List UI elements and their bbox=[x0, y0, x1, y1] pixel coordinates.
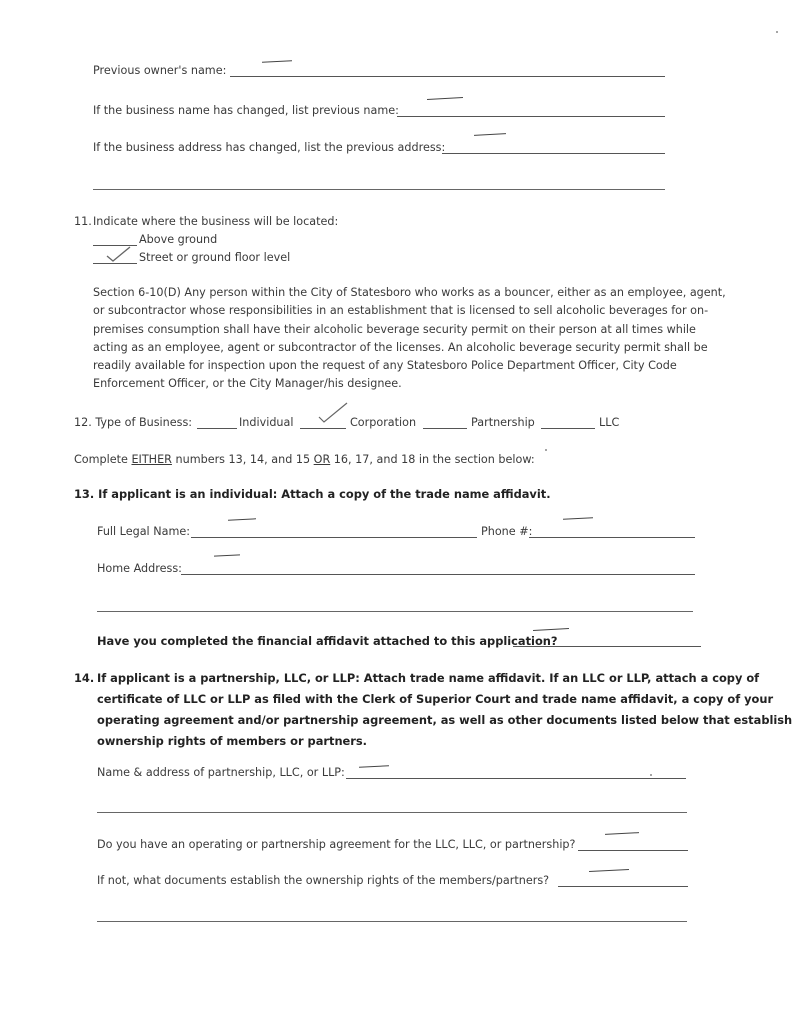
dash-mark bbox=[533, 628, 569, 631]
previous-address-label: If the business address has changed, list the previous address: bbox=[93, 141, 446, 154]
scan-speck bbox=[650, 774, 652, 776]
previous-name-field[interactable] bbox=[397, 116, 665, 117]
financial-affidavit-field[interactable] bbox=[513, 646, 701, 647]
home-address-line-2[interactable] bbox=[97, 611, 693, 612]
agreement-field[interactable] bbox=[578, 850, 688, 851]
q14-heading-line: If applicant is a partnership, LLC, or LLP: Attach trade name affidavit. If an LLC or LLP, attach a copy of bbox=[97, 671, 760, 685]
q14-number: 14. bbox=[74, 671, 95, 685]
q14-heading bbox=[97, 668, 792, 752]
paragraph-line: Section 6-10(D) Any person within the City of Statesboro who works as a bouncer, either as an employee, agent, bbox=[93, 286, 726, 299]
dash-mark bbox=[214, 554, 240, 556]
dash-mark bbox=[228, 518, 256, 520]
paragraph-line: premises consumption shall have their alcoholic beverage security permit on their person at all times while bbox=[93, 322, 696, 336]
previous-address-line-2[interactable] bbox=[93, 189, 665, 190]
paragraph-line: readily available for inspection upon the request of any Statesboro Police Department Officer, City Code bbox=[93, 359, 677, 373]
paragraph-line: acting as an employee, agent or subcontractor of the licenses. An alcoholic beverage security permit shall be bbox=[93, 340, 708, 354]
phone-field[interactable] bbox=[529, 537, 695, 538]
name-address-line-2[interactable] bbox=[97, 812, 687, 813]
either-emphasis: EITHER bbox=[131, 453, 172, 466]
instruction-text: 16, 17, and 18 in the section below: bbox=[330, 453, 535, 466]
paragraph-line: or subcontractor whose responsibilities in an establishment that is licensed to sell alcoholic beverages for on- bbox=[93, 304, 709, 318]
checkmark-icon bbox=[104, 244, 134, 264]
phone-label: Phone #: bbox=[481, 525, 533, 538]
q14-heading-line: certificate of LLC or LLP as filed with the Clerk of Superior Court and trade name affidavit, a copy of your bbox=[97, 692, 774, 706]
home-address-label: Home Address: bbox=[97, 562, 182, 575]
corporation-option: Corporation bbox=[350, 416, 417, 429]
home-address-field[interactable] bbox=[181, 574, 695, 575]
q14-heading-line: ownership rights of members or partners. bbox=[97, 734, 368, 748]
dash-mark bbox=[359, 765, 389, 768]
full-legal-name-field[interactable] bbox=[191, 537, 477, 538]
name-address-label: Name & address of partnership, LLC, or LLP: bbox=[97, 766, 345, 779]
dash-mark bbox=[474, 133, 506, 136]
scan-speck bbox=[776, 31, 778, 33]
documents-line-2[interactable] bbox=[97, 921, 687, 922]
paragraph-line: Enforcement Officer, or the City Manager/his designee. bbox=[93, 377, 402, 391]
corporation-blank[interactable] bbox=[300, 428, 346, 429]
previous-owner-label: Previous owner's name: bbox=[93, 64, 227, 77]
dash-mark bbox=[589, 869, 629, 872]
scan-speck bbox=[545, 449, 547, 451]
agreement-question: Do you have an operating or partnership agreement for the LLC, LLC, or partnership? bbox=[97, 838, 576, 851]
q11-number: 11. bbox=[74, 215, 92, 228]
instruction-text: numbers 13, 14, and 15 bbox=[171, 453, 314, 466]
instruction-text: Complete bbox=[74, 453, 132, 466]
q14-heading-line: operating agreement and/or partnership agreement, as well as other documents listed below that establish bbox=[97, 713, 793, 727]
llc-option: LLC bbox=[599, 416, 620, 429]
individual-blank[interactable] bbox=[197, 428, 237, 429]
q11-question: Indicate where the business will be located: bbox=[93, 215, 339, 228]
dash-mark bbox=[605, 832, 639, 835]
street-level-option: Street or ground floor level bbox=[139, 251, 291, 264]
previous-address-field[interactable] bbox=[442, 153, 665, 154]
llc-blank[interactable] bbox=[541, 428, 595, 429]
individual-option: Individual bbox=[239, 416, 294, 429]
documents-field[interactable] bbox=[558, 886, 688, 887]
checkmark-icon bbox=[316, 401, 350, 425]
previous-owner-field[interactable] bbox=[230, 76, 665, 77]
q13-heading: 13. If applicant is an individual: Attach a copy of the trade name affidavit. bbox=[74, 487, 551, 501]
dash-mark bbox=[427, 97, 463, 100]
q12-label: 12. Type of Business: bbox=[74, 416, 193, 429]
partnership-blank[interactable] bbox=[423, 428, 467, 429]
dash-mark bbox=[563, 517, 593, 520]
documents-question: If not, what documents establish the ownership rights of the members/partners? bbox=[97, 874, 550, 887]
dash-mark bbox=[262, 60, 292, 63]
name-address-field[interactable] bbox=[346, 778, 686, 779]
complete-instructions bbox=[74, 453, 535, 467]
section-6-10d-paragraph bbox=[93, 284, 726, 394]
partnership-option: Partnership bbox=[471, 416, 535, 429]
or-emphasis: OR bbox=[313, 453, 331, 466]
financial-affidavit-question: Have you completed the financial affidavit attached to this application? bbox=[97, 634, 558, 648]
above-ground-option: Above ground bbox=[139, 233, 218, 246]
full-legal-name-label: Full Legal Name: bbox=[97, 525, 191, 538]
previous-name-label: If the business name has changed, list previous name: bbox=[93, 104, 399, 117]
